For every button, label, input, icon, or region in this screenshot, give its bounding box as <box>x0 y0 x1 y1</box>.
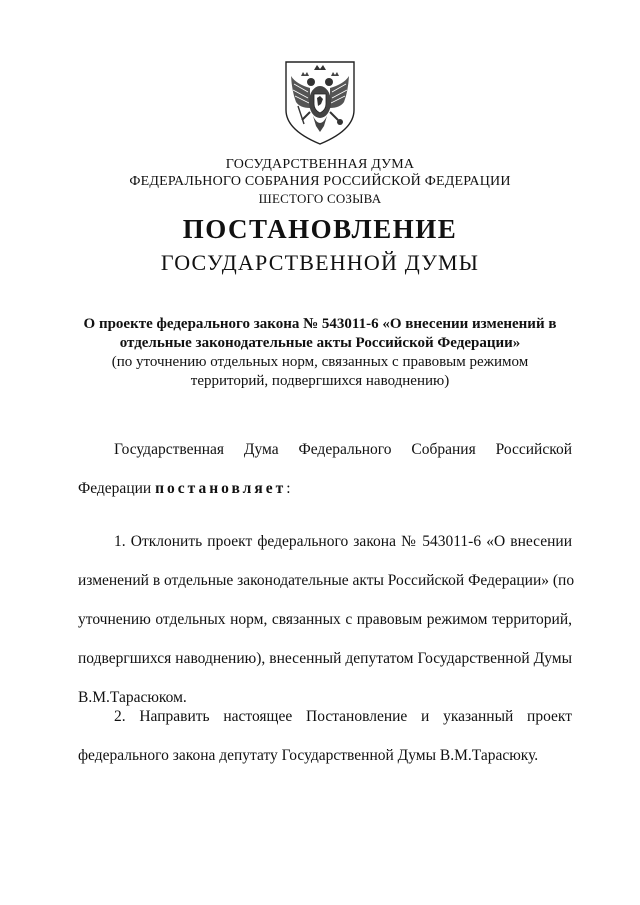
preamble-line-1: Государственная Дума Федерального Собрания Российской <box>114 441 572 458</box>
item-1-line-3: уточнению отдельных норм, связанных с правовым режимом территорий, <box>78 611 572 628</box>
issuer-line-2: ФЕДЕРАЛЬНОГО СОБРАНИЯ РОССИЙСКОЙ ФЕДЕРАЦИИ <box>129 174 511 189</box>
item-1-line-5: В.М.Тарасюком. <box>78 689 187 706</box>
document-subtitle: ГОСУДАРСТВЕННОЙ ДУМЫ <box>160 250 480 275</box>
convocation-line: ШЕСТОГО СОЗЫВА <box>258 191 382 206</box>
preamble-colon: : <box>286 480 291 497</box>
subject-bold-line-1: О проекте федерального закона № 543011-6 «О внесении изменений в <box>83 316 557 332</box>
item-1-line-1: 1. Отклонить проект федерального закона № 543011-6 «О внесении <box>114 533 572 550</box>
preamble-line-2 <box>78 469 572 508</box>
item-2-line-1: 2. Направить настоящее Постановление и указанный проект <box>114 708 572 725</box>
preamble-text: Федерации <box>78 480 156 497</box>
item-1-line-2: изменений в отдельные законодательные акты Российской Федерации» (по <box>78 572 575 589</box>
document-subject <box>60 315 580 391</box>
subject-line-4: территорий, подвергшихся наводнению) <box>190 373 450 389</box>
item-2-line-2: федерального закона депутату Государственной Думы В.М.Тарасюку. <box>78 747 539 764</box>
issuer-line-1: ГОСУДАРСТВЕННАЯ ДУМА <box>225 157 415 172</box>
subject-bold-line-2: отдельные законодательные акты Российской Федерации» <box>119 335 521 351</box>
resolves-word: постановляет <box>155 480 287 497</box>
document-title: ПОСТАНОВЛЕНИЕ <box>182 214 458 244</box>
russian-coat-of-arms-icon <box>280 58 360 146</box>
subject-line-3: (по уточнению отдельных норм, связанных с правовым режимом <box>111 354 529 370</box>
item-1-line-4: подвергшихся наводнению), внесенный депутатом Государственной Думы <box>78 650 572 667</box>
preamble-paragraph <box>78 430 572 508</box>
item-1-paragraph <box>78 522 575 717</box>
item-2-paragraph <box>78 697 572 775</box>
